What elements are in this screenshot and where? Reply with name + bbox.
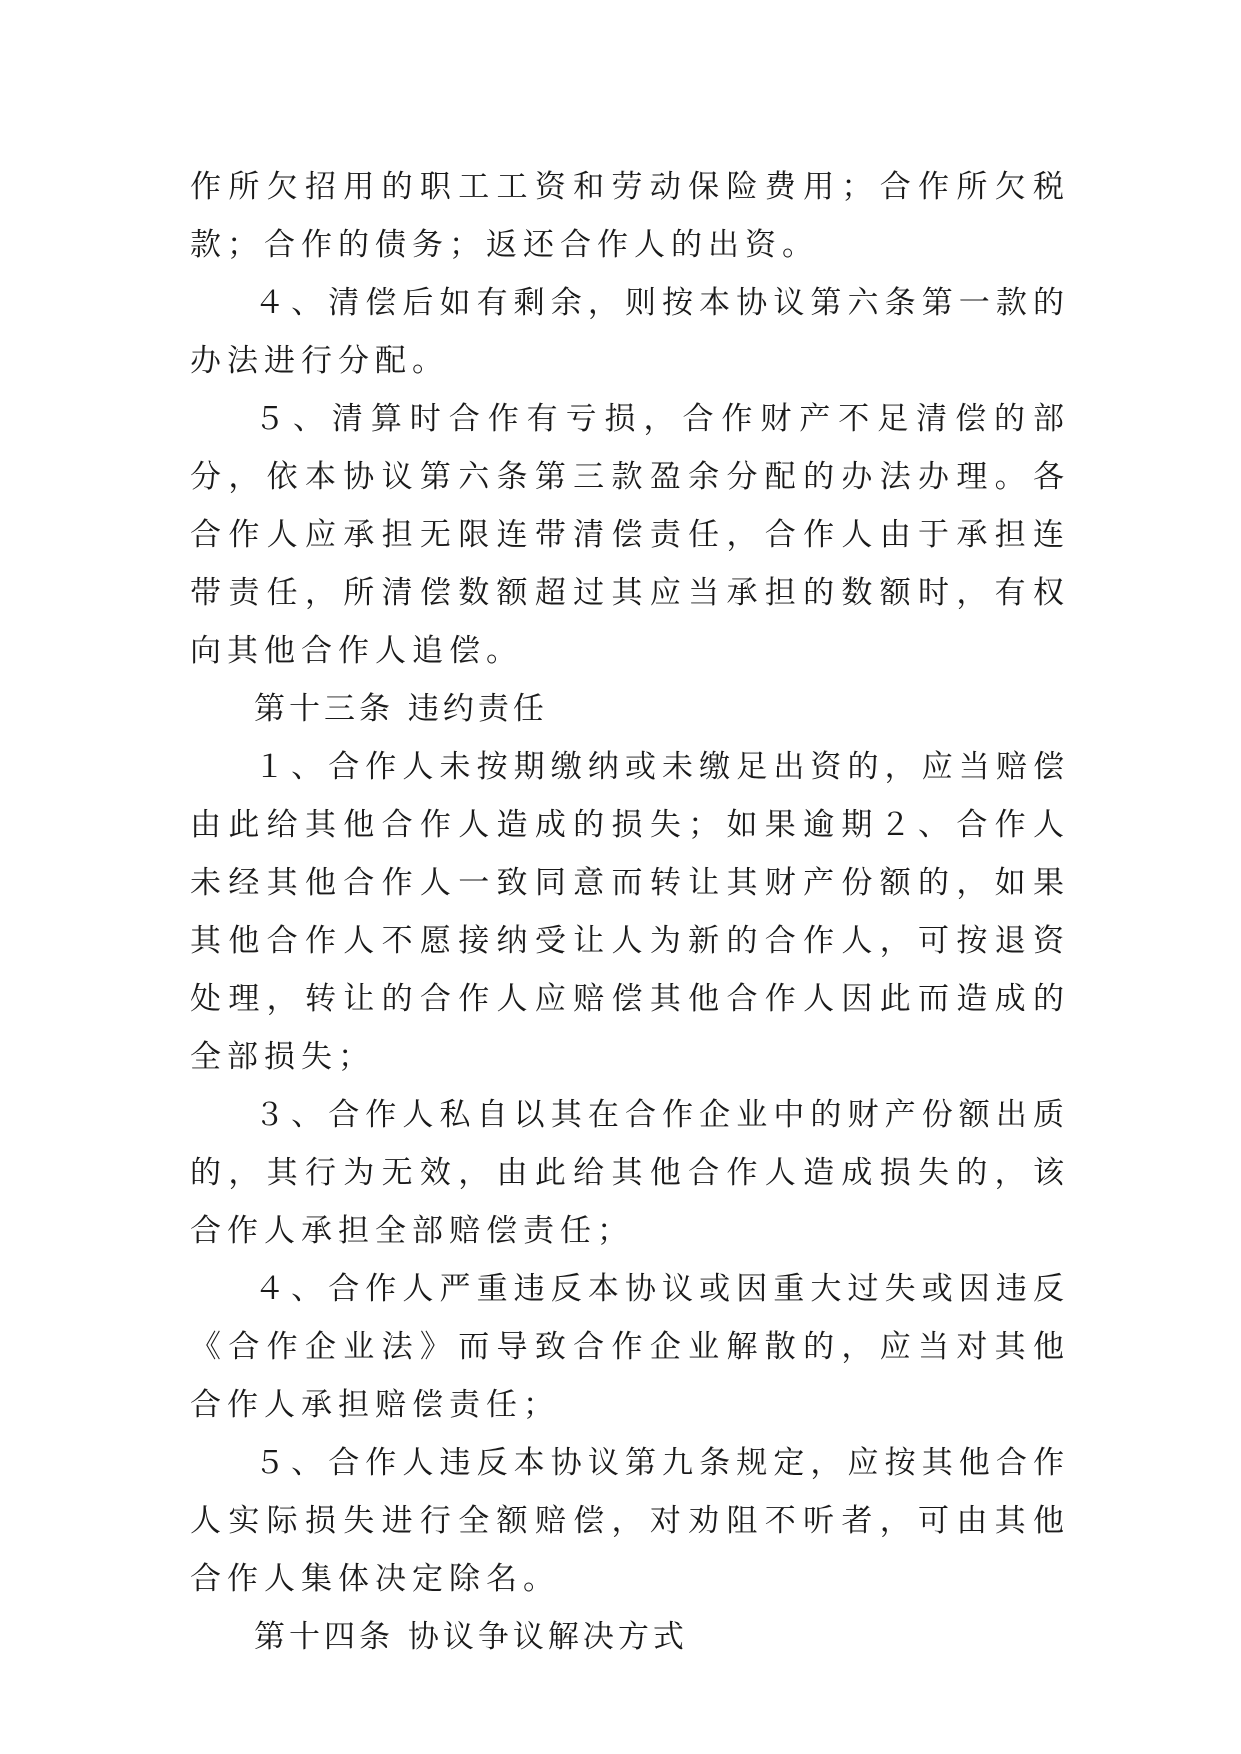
paragraph-article-13-clause-4: ４、合作人严重违反本协议或因重大过失或因违反《合作企业法》而导致合作企业解散的，应当对其他合作人承担赔偿责任； xyxy=(190,1271,1070,1423)
paragraph-article-13-clause-3: ３、合作人私自以其在合作企业中的财产份额出质的，其行为无效，由此给其他合作人造成损失的，该合作人承担全部赔偿责任； xyxy=(190,1097,1070,1249)
heading-article-13: 第十三条 违约责任 xyxy=(254,691,548,727)
document-body xyxy=(190,158,1070,1666)
heading-article-14: 第十四条 协议争议解决方式 xyxy=(254,1619,688,1655)
paragraph-article-13-clause-5: ５、合作人违反本协议第九条规定，应按其他合作人实际损失进行全额赔偿，对劝阻不听者，可由其他合作人集体决定除名。 xyxy=(190,1445,1070,1597)
paragraph-clause-4-remaining-distribution: ４、清偿后如有剩余，则按本协议第六条第一款的办法进行分配。 xyxy=(190,285,1070,379)
paragraph-clause-5-loss-liability: ５、清算时合作有亏损，合作财产不足清偿的部分，依本协议第六条第三款盈余分配的办法办理。各合作人应承担无限连带清偿责任，合作人由于承担连带责任，所清偿数额超过其应当承担的数额时，有权向其他合作人追偿。 xyxy=(190,401,1070,669)
paragraph-liquidation-order-continued: 作所欠招用的职工工资和劳动保险费用；合作所欠税款；合作的债务；返还合作人的出资。 xyxy=(190,169,1070,263)
paragraph-article-13-clause-1-2: １、合作人未按期缴纳或未缴足出资的，应当赔偿由此给其他合作人造成的损失；如果逾期２、合作人未经其他合作人一致同意而转让其财产份额的，如果其他合作人不愿接纳受让人为新的合作人，可按退资处理，转让的合作人应赔偿其他合作人因此而造成的全部损失； xyxy=(190,749,1070,1075)
